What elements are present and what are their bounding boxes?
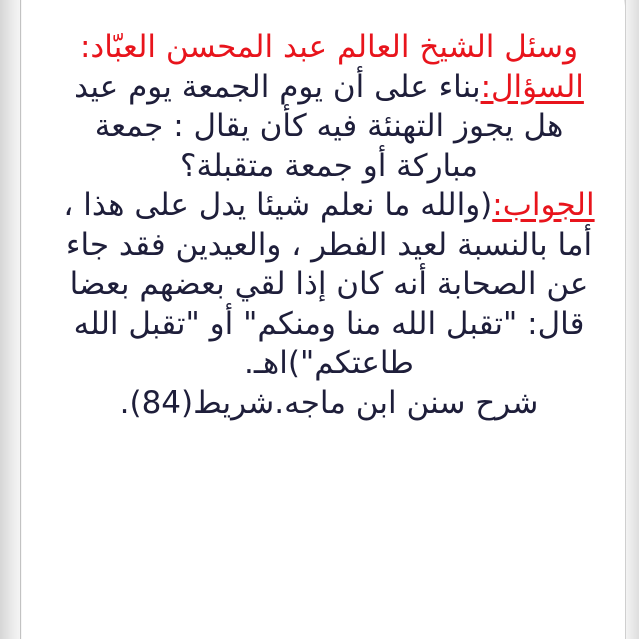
question-paragraph [54, 68, 604, 187]
fatwa-text [54, 28, 604, 423]
margin-divider [20, 0, 21, 639]
document-page [22, 0, 624, 639]
answer-label: الجواب: [492, 187, 595, 223]
margin-divider [625, 0, 626, 639]
answer-text: (والله ما نعلم شيئا يدل على هذا ، أما بالنسبة لعيد الفطر ، والعيدين فقد جاء عن الصحابة أنه كان إذا لقي بعضهم بعضا قال: "تقبل الله منا ومنكم" أو "تقبل الله طاعتكم")اهـ. [63, 187, 593, 381]
answer-paragraph [54, 186, 604, 384]
question-label: السؤال: [480, 68, 584, 105]
source-reference: شرح سنن ابن ماجه.شريط(84). [119, 384, 539, 421]
page-right-margin [625, 0, 639, 639]
question-text: بناء على أن يوم الجمعة يوم عيد هل يجوز التهنئة فيه كأن يقال : جمعة مباركة أو جمعة متقبلة؟ [74, 68, 564, 184]
fatwa-title: وسئل الشيخ العالم عبد المحسن العبّاد: [79, 29, 579, 65]
page-left-margin [0, 0, 22, 639]
